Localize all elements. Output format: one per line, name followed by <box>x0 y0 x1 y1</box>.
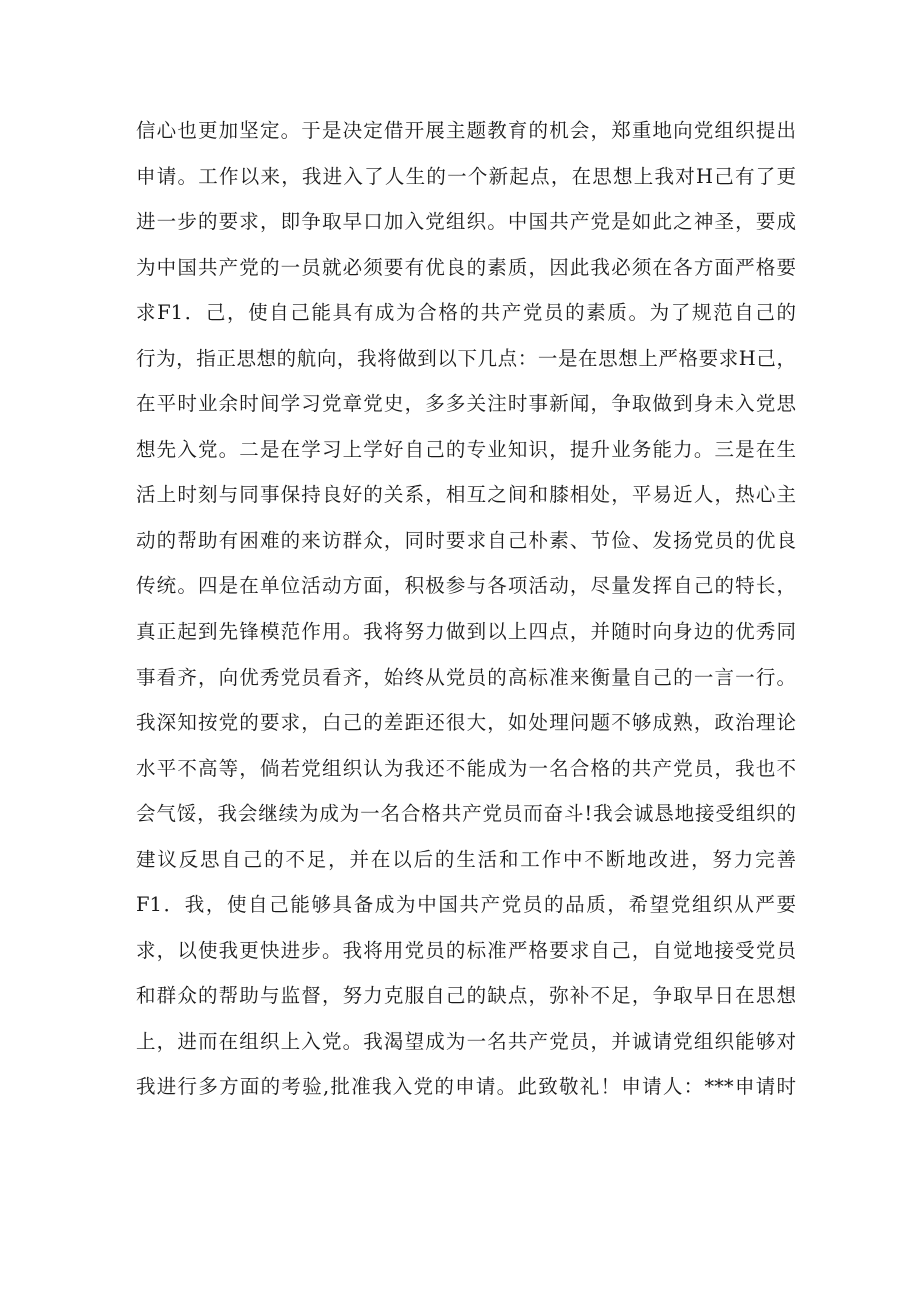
text-line: 在平时业余时间学习党章党史，多多关注时事新闻，争取做到身未入党思 <box>136 392 796 416</box>
text-line: 传统。四是在单位活动方面，积极参与各项活动，尽量发挥自己的特长， <box>136 574 796 598</box>
text-line: 建议反思自己的不足，并在以后的生活和工作中不断地改进，努力完善 <box>136 847 796 871</box>
text-line: 上，进而在组织上入党。我渴望成为一名共产党员，并诚请党组织能够对 <box>136 1029 796 1053</box>
text-line: 申请。工作以来，我进入了人生的一个新起点，在思想上我对H己有了更 <box>136 164 796 188</box>
text-line: 动的帮助有困难的来访群众，同时要求自己朴素、节俭、发扬党员的优良 <box>136 528 796 552</box>
text-line: 真正起到先锋模范作用。我将努力做到以上四点，并随时向身边的优秀同 <box>136 620 796 644</box>
text-line: 会气馁，我会继续为成为一名合格共产党员而奋斗!我会诚恳地接受组织的 <box>136 802 796 826</box>
text-line: 求，以使我更快进步。我将用党员的标准严格要求自己，自觉地接受党员 <box>136 938 796 962</box>
text-line: 水平不高等，倘若党组织认为我还不能成为一名合格的共产党员，我也不 <box>136 756 796 780</box>
text-line: 为中国共产党的一员就必须要有优良的素质，因此我必须在各方面严格要 <box>136 255 796 279</box>
text-line: 我深知按党的要求，白己的差距还很大，如处理问题不够成熟，政治理论 <box>136 711 796 735</box>
text-line: 信心也更加坚定。于是决定借开展主题教育的机会，郑重地向党组织提出 <box>136 119 796 142</box>
text-line: 行为，指正思想的航向，我将做到以下几点：一是在思想上严格要求H己， <box>136 346 796 370</box>
text-line: F1．我，使自己能够具备成为中国共产党员的品质，希望党组织从严要 <box>136 893 796 917</box>
text-line: 活上时刻与同事保持良好的关系，相互之间和膝相处，平易近人，热心主 <box>136 483 796 507</box>
text-line: 和群众的帮助与监督，努力克服自己的缺点，弥补不足，争取早日在思想 <box>136 984 796 1008</box>
application-letter-body <box>136 108 796 1110</box>
text-line: 事看齐，向优秀党员看齐，始终从党员的高标准来衡量自己的一言一行。 <box>136 665 796 689</box>
text-line: 求F1．己，使自己能具有成为合格的共产党员的素质。为了规范自己的 <box>136 301 796 325</box>
text-line: 想先入党。二是在学习上学好自己的专业知识，提升业务能力。三是在生 <box>136 437 796 461</box>
text-line: 进一步的要求，即争取早口加入党组织。中国共产党是如此之神圣，要成 <box>136 210 796 234</box>
text-line: 我进行多方面的考验,批准我入党的申请。此致敬礼！申请人：***申请时 <box>136 1075 796 1099</box>
